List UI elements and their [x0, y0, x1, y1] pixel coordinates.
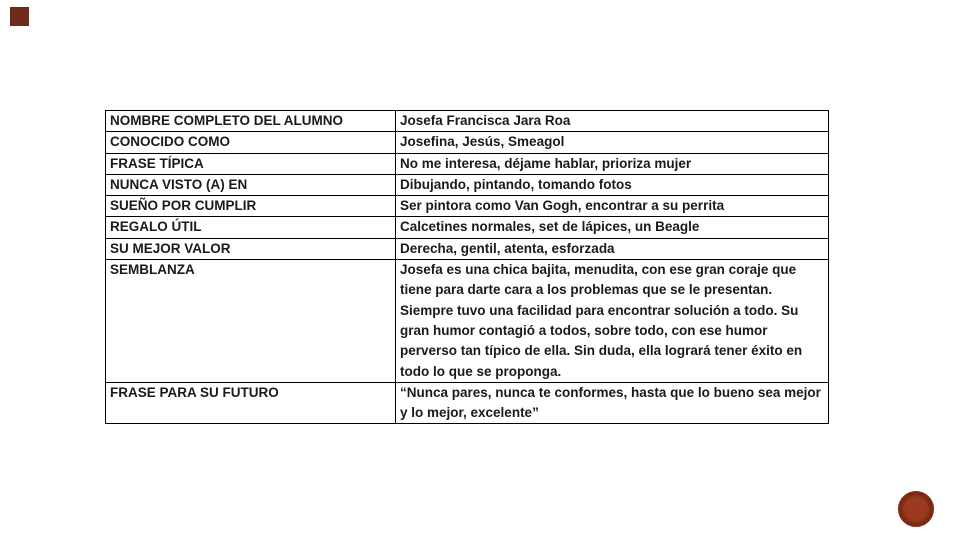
row-value: Josefa es una chica bajita, menudita, con ese gran coraje que tiene para darte cara a los problemas que se le presentan. Siempre tuvo una facilidad para encontrar solución a todo. Su gran humor contagió a todos, sobre todo, con ese humor perverso tan típico de ella. Sin duda, ella logrará tener éxito en todo lo que se proponga. — [396, 260, 829, 383]
row-label: SUEÑO POR CUMPLIR — [106, 196, 396, 217]
table-row — [106, 132, 829, 153]
table-row — [106, 217, 829, 238]
table-row — [106, 196, 829, 217]
table-row — [106, 260, 829, 383]
student-profile-table — [105, 110, 829, 424]
row-label: REGALO ÚTIL — [106, 217, 396, 238]
row-value: Josefa Francisca Jara Roa — [396, 111, 829, 132]
row-label: NOMBRE COMPLETO DEL ALUMNO — [106, 111, 396, 132]
row-value: No me interesa, déjame hablar, prioriza mujer — [396, 153, 829, 174]
table-row — [106, 153, 829, 174]
corner-square-decoration — [10, 7, 29, 26]
corner-circle-decoration — [898, 491, 934, 527]
row-value: Derecha, gentil, atenta, esforzada — [396, 238, 829, 259]
row-label: NUNCA VISTO (A) EN — [106, 174, 396, 195]
row-value: Josefina, Jesús, Smeagol — [396, 132, 829, 153]
row-label: CONOCIDO COMO — [106, 132, 396, 153]
row-value: “Nunca pares, nunca te conformes, hasta que lo bueno sea mejor y lo mejor, excelente” — [396, 382, 829, 424]
row-label: SEMBLANZA — [106, 260, 396, 383]
row-label: FRASE PARA SU FUTURO — [106, 382, 396, 424]
row-label: SU MEJOR VALOR — [106, 238, 396, 259]
table-row — [106, 111, 829, 132]
row-label: FRASE TÍPICA — [106, 153, 396, 174]
table-row — [106, 174, 829, 195]
table-row — [106, 382, 829, 424]
row-value: Calcetines normales, set de lápices, un Beagle — [396, 217, 829, 238]
row-value: Dibujando, pintando, tomando fotos — [396, 174, 829, 195]
row-value: Ser pintora como Van Gogh, encontrar a su perrita — [396, 196, 829, 217]
table-row — [106, 238, 829, 259]
